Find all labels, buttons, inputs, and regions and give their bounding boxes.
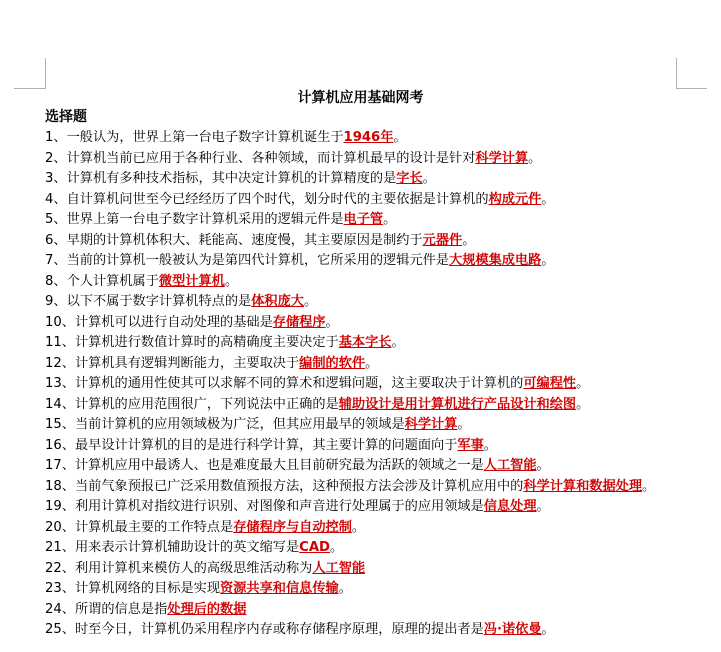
question-text: 早期的计算机体积大、耗能高、速度慢，其主要原因是制约于 [66,232,423,248]
question-text: 以下不属于数字计算机特点的是 [66,294,252,309]
question-number: 11、 [45,335,75,350]
question-number: 24、 [45,601,75,617]
question-tail-punctuation: 。 [365,355,379,371]
answer-text: 军事 [457,437,484,453]
question-item [45,456,675,477]
question-tail-punctuation: 。 [483,437,497,453]
question-text: 当前计算机的应用领域极为广泛，但其应用最早的领域是 [74,417,405,432]
question-number: 15、 [45,417,75,432]
question-text: 最早设计计算机的目的是进行科学计算，其主要计算的问题面向于 [74,437,458,453]
question-number: 14、 [45,396,75,412]
question-text: 利用计算机对指纹进行识别、对图像和声音进行处理属于的应用领域是 [74,499,484,514]
question-text: 计算机网络的目标是实现 [74,581,221,596]
question-number: 25、 [45,622,75,637]
answer-text: 电子管 [343,212,384,227]
question-item [45,190,675,211]
question-item [45,620,675,641]
question-item [45,128,675,149]
question-tail-punctuation: 。 [462,232,476,248]
question-item [45,169,675,190]
question-tail-punctuation: 。 [541,253,555,268]
question-number: 4、 [45,191,67,207]
question-item [45,251,675,272]
answer-text: 可编程性 [523,376,577,391]
question-text: 当前的计算机一般被认为是第四代计算机，它所采用的逻辑元件是 [66,253,450,268]
question-item [45,600,675,621]
answer-text: 存储程序 [272,314,326,330]
question-tail-punctuation: 。 [383,212,397,227]
question-number: 13、 [45,376,75,391]
answer-text: 基本字长 [338,335,392,350]
question-tail-punctuation: 。 [338,581,352,596]
question-number: 6、 [45,232,67,248]
answer-text: 信息处理 [483,499,537,514]
question-item [45,149,675,170]
question-item [45,559,675,580]
question-text: 计算机进行数值计算时的高精确度主要决定于 [74,335,339,350]
question-text: 计算机当前已应用于各种行业、各种领域，而计算机最早的设计是针对 [66,150,476,166]
answer-text: 体积庞大 [251,294,304,309]
question-text: 用来表示计算机辅助设计的英文缩写是 [74,540,300,555]
question-number: 20、 [45,519,75,535]
question-tail-punctuation: 。 [536,458,550,473]
question-item [45,518,675,539]
question-number: 17、 [45,458,75,473]
answer-text: 构成元件 [488,191,542,207]
question-item [45,292,675,313]
answer-text: 资源共享和信息传输 [220,581,339,596]
question-item [45,313,675,334]
answer-text: 存储程序与自动控制 [233,519,352,535]
question-number: 5、 [45,212,67,227]
question-number: 8、 [45,273,67,289]
question-tail-punctuation: 。 [576,376,590,391]
question-number: 2、 [45,150,67,166]
question-number: 21、 [45,540,75,555]
question-tail-punctuation: 。 [536,499,550,514]
question-number: 1、 [45,130,67,145]
answer-text: 科学计算 [404,417,458,432]
question-item [45,436,675,457]
question-number: 7、 [45,253,67,268]
question-item [45,579,675,600]
question-tail-punctuation: 。 [576,396,590,412]
question-tail-punctuation: 。 [330,540,344,555]
question-text: 计算机应用中最诱人、也是难度最大且目前研究最为活跃的领域之一是 [74,458,484,473]
question-text: 计算机的应用范围很广，下列说法中正确的是 [74,396,339,412]
question-text: 个人计算机属于 [66,273,159,289]
answer-text: 微型计算机 [158,273,225,289]
question-tail-punctuation: 。 [325,314,339,330]
answer-text: 人工智能 [483,458,537,473]
question-number: 23、 [45,581,75,596]
question-tail-punctuation: 。 [541,191,555,207]
question-item [45,354,675,375]
question-tail-punctuation: 。 [422,171,436,186]
question-tail-punctuation: 。 [303,294,318,309]
answer-text: 元器件 [422,232,463,248]
question-text: 所谓的信息是指 [74,601,168,617]
question-item [45,231,675,252]
question-text: 计算机的通用性使其可以求解不同的算术和逻辑问题，这主要取决于计算机的 [74,376,524,391]
section-heading: 选择题 [45,109,87,125]
question-text: 世界上第一台电子数字计算机采用的逻辑元件是 [66,212,344,227]
question-tail-punctuation: 。 [351,519,366,535]
question-text: 计算机可以进行自动处理的基础是 [74,314,273,330]
question-item [45,477,675,498]
question-tail-punctuation: 。 [393,130,407,145]
answer-text: 编制的软件 [299,355,366,371]
answer-text: CAD [299,540,330,555]
document-title: 计算机应用基础网考 [297,90,424,106]
question-number: 22、 [45,560,75,576]
answer-text: 科学计算和数据处理 [523,478,643,494]
question-tail-punctuation: 。 [642,478,656,494]
question-number: 19、 [45,499,75,514]
question-tail-punctuation: 。 [224,273,239,289]
question-item [45,210,675,231]
question-text: 当前气象预报已广泛采用数值预报方法，这种预报方法会涉及计算机应用中的 [74,478,524,494]
question-item [45,395,675,416]
answer-text: 人工智能 [312,560,366,576]
answer-text: 字长 [396,171,423,186]
page-corner-mark-left-vertical [45,58,46,89]
question-tail-punctuation: 。 [457,417,471,432]
answer-text: 冯·诺依曼 [483,622,542,637]
question-number: 16、 [45,437,75,453]
answer-text: 辅助设计是用计算机进行产品设计和绘图 [338,396,577,412]
question-item [45,538,675,559]
question-text: 计算机有多种技术指标，其中决定计算机的计算精度的是 [66,171,397,186]
question-number: 10、 [45,314,75,330]
question-tail-punctuation: 。 [541,622,555,637]
question-text: 一般认为，世界上第一台电子数字计算机诞生于 [66,130,344,145]
question-text: 自计算机问世至今已经经历了四个时代，划分时代的主要依据是计算机的 [66,191,489,207]
answer-text: 处理后的数据 [167,601,247,617]
question-tail-punctuation: 。 [391,335,405,350]
question-number: 9、 [45,294,67,309]
question-text: 计算机具有逻辑判断能力，主要取决于 [74,355,300,371]
question-number: 12、 [45,355,75,371]
question-text: 计算机最主要的工作特点是 [74,519,234,535]
question-number: 3、 [45,171,67,186]
answer-text: 大规模集成电路 [449,253,542,268]
question-item [45,497,675,518]
question-item [45,415,675,436]
answer-text: 1946年 [343,130,394,145]
question-text: 利用计算机来模仿人的高级思维活动称为 [74,560,313,576]
question-number: 18、 [45,478,75,494]
question-item [45,272,675,293]
question-list [45,128,675,641]
question-item [45,333,675,354]
question-tail-punctuation: 。 [528,150,542,166]
page-corner-mark-right-vertical [676,58,677,89]
question-item [45,374,675,395]
answer-text: 科学计算 [475,150,529,166]
question-text: 时至今日，计算机仍采用程序内存或称存储程序原理，原理的提出者是 [74,622,484,637]
